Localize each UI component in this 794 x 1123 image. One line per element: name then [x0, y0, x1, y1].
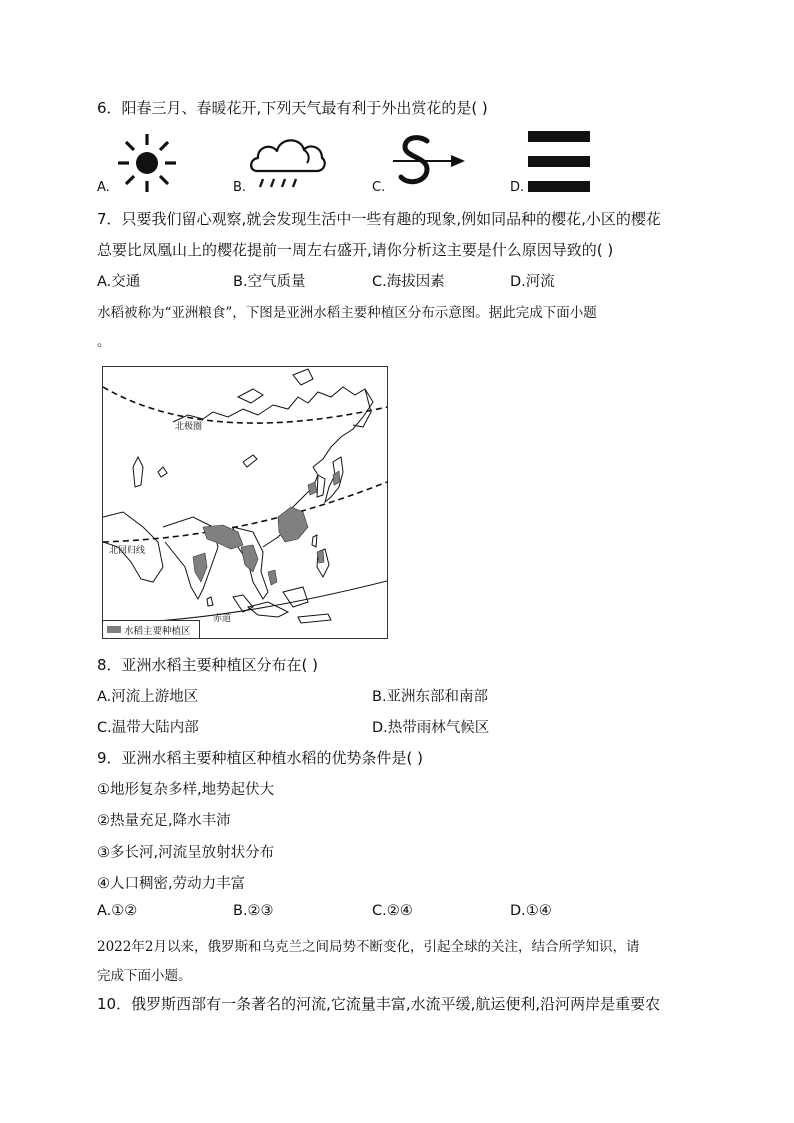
q8-option-d: D.热带雨林气候区	[372, 720, 490, 736]
q8-option-b: B.亚洲东部和南部	[372, 689, 489, 705]
q9-option-a: A.①②	[97, 903, 138, 919]
wind-icon	[393, 133, 465, 189]
fog-icon	[528, 131, 590, 192]
q7-option-c: C.海拔因素	[372, 274, 445, 290]
rice-intro-line1: 水稻被称为“亚洲粮食”，下图是亚洲水稻主要种植区分布示意图。据此完成下面小题	[97, 305, 597, 321]
russia-intro-line2: 完成下面小题。	[97, 968, 192, 984]
sun-icon	[116, 133, 178, 193]
q9-option-d: D.①④	[510, 903, 552, 919]
q8-stem: 8．亚洲水稻主要种植区分布在( )	[97, 656, 319, 674]
q9-item-4: ④人口稠密,劳动力丰富	[97, 876, 246, 892]
map-drawing	[103, 367, 387, 638]
q6-option-a-letter: A.	[97, 180, 110, 195]
rice-intro-line2: 。	[97, 334, 111, 350]
q7-option-d: D.河流	[510, 274, 555, 290]
asia-rice-map	[102, 366, 388, 639]
q6-option-d-letter: D.	[510, 180, 525, 195]
q8-option-a: A.河流上游地区	[97, 689, 199, 705]
q7-stem-line2: 总要比凤凰山上的樱花提前一周左右盛开,请你分析这主要是什么原因导致的( )	[97, 241, 614, 259]
cloud-rain-icon	[247, 131, 327, 191]
q7-option-a: A.交通	[97, 274, 141, 290]
q6-stem: 6．阳春三月、春暖花开,下列天气最有利于外出赏花的是( )	[97, 99, 488, 117]
legend-label: 水稻主要种植区	[124, 626, 191, 637]
arctic-circle-label: 北极圈	[175, 422, 203, 432]
equator-label: 赤道	[213, 614, 232, 624]
q9-item-1: ①地形复杂多样,地势起伏大	[97, 782, 275, 798]
q9-option-b: B.②③	[233, 903, 274, 919]
tropic-of-cancer-label: 北回归线	[109, 546, 146, 556]
q8-option-c: C.温带大陆内部	[97, 720, 199, 736]
q7-stem-line1: 7．只要我们留心观察,就会发现生活中一些有趣的现象,例如同品种的樱花,小区的樱花	[97, 210, 661, 228]
russia-intro-line1: 2022年2月以来，俄罗斯和乌克兰之间局势不断变化，引起全球的关注，结合所学知识，请	[97, 939, 640, 955]
q10-stem: 10．俄罗斯西部有一条著名的河流,它流量丰富,水流平缓,航运便利,沿河两岸是重要农	[97, 995, 661, 1013]
q9-option-c: C.②④	[372, 903, 413, 919]
q9-item-2: ②热量充足,降水丰沛	[97, 813, 231, 829]
q6-option-b-letter: B.	[233, 180, 247, 195]
legend-swatch	[107, 626, 121, 633]
q9-stem: 9．亚洲水稻主要种植区种植水稻的优势条件是( )	[97, 749, 424, 767]
q6-option-c-letter: C.	[372, 180, 386, 195]
map-legend	[103, 620, 200, 638]
q9-item-3: ③多长河,河流呈放射状分布	[97, 845, 275, 861]
q7-option-b: B.空气质量	[233, 274, 306, 290]
